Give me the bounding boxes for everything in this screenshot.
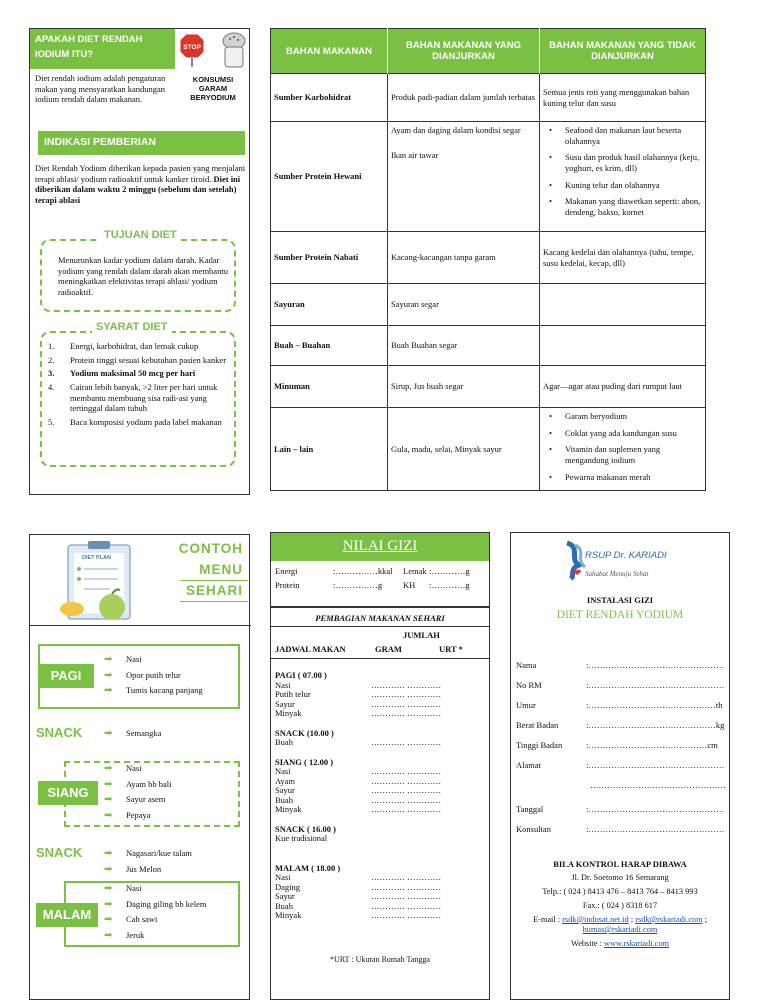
field-row: ………………………………………… (590, 780, 726, 790)
arrow-right-icon: ➡ (104, 794, 113, 805)
svg-text:STOP: STOP (183, 44, 201, 51)
menu-title-3: SEHARI (185, 583, 243, 598)
meal-label-siang: SIANG (38, 781, 98, 805)
requirements-list (48, 341, 228, 427)
requirement-item: 1. Energi, karbohidrat, dan lemak cukup (48, 341, 199, 351)
table-row: Sayuran Sayuran segar (271, 284, 706, 326)
meal-items-malam (104, 881, 207, 943)
arrow-right-icon: ➡ (104, 778, 113, 790)
heart-icon: ❤ (573, 568, 582, 579)
header-cell: BAHAN MAKANAN YANG DIANJURKAN (388, 29, 540, 74)
food-table (270, 28, 706, 491)
requirement-item: 2. Protein tinggi sesuai kebutuhan pasien kanker (48, 354, 227, 365)
table-row: Sumber Karbohidrat Produk padi-padian dalam jumlah terbatas Semua jenis roti yang menggunakan bahan kuning telur dan susu (271, 74, 706, 122)
menu-item: ➡ Nasi (104, 761, 172, 777)
email-line: E-mail : rsdk@indosat.net.id ; rsdk@rskariadi.com ; humas@rskariadi.com (533, 915, 707, 934)
menu-item: ➡ Daging giling bb kelem (104, 897, 207, 913)
intro-text: Diet rendah iodium adalah pengaturan makan yang mensyaratkan kandungan iodium rendah dalam makanan. (35, 73, 166, 105)
menu-title-underline (180, 601, 248, 602)
menu-item: ➡ Ayam bb bali (104, 777, 172, 793)
arrow-right-icon: ➡ (104, 898, 113, 910)
patient-fields (516, 660, 726, 844)
requirements-title: SYARAT DIET (92, 321, 172, 333)
menu-title-1: CONTOH (178, 541, 243, 556)
diet-title: DIET RENDAH YODIUM (556, 609, 684, 621)
email-link[interactable]: humas@rskariadi.com (582, 925, 658, 934)
menu-panel (29, 534, 250, 1000)
menu-title-2: MENU (199, 562, 243, 577)
distribution-rule (271, 626, 489, 627)
meal-items-pagi (104, 652, 203, 699)
menu-item: ➡ Opor putih telur (104, 668, 203, 684)
meal-schedule (275, 671, 485, 921)
table-row: Minuman Sirup, Jus buah segar Agar—agar atau puding dari rumput laut (271, 366, 706, 408)
meal-items-snack (104, 726, 161, 742)
goal-text: Menurunkan kadar yodium dalam darah. Kadar yodium yang rendah dalam darah akan membantu meningkatkan efektivitas terapi ablasi/ yodium radioaktif. (58, 255, 228, 297)
arrow-right-icon: ➡ (104, 848, 113, 859)
meal-label-pagi: PAGI (38, 664, 94, 688)
menu-item: ➡ Semangka (104, 726, 161, 742)
indication-bold: Diet ini diberikan dalam waktu 2 minggu (sebelum dan setelah) terapi ablasi (35, 173, 241, 205)
column-headers: JADWAL MAKAN GRAM URT * (275, 644, 463, 654)
menu-item: ➡ Jus Melon (104, 862, 192, 878)
email-link[interactable]: rsdk@rskariadi.com (635, 915, 703, 924)
contact-block: BILA KONTROL HARAP DIBAWA Jl. Dr. Soetomo 16 Semarang Telp.: ( 024 ) 8413 476 – 8413 764 – 8413 993 Fax.: ( 024 ) 8318 617 E-mail : rsdk@indosat.net.id ; rsdk@rskariadi.com ; humas@rskariadi.com Website : www.rskariadi.com (511, 857, 729, 951)
schedule-block: MALAM ( 18.00 ) Nasi ………… ………… Daging ………… ………… Sayur ………… ………… Buah ………… ………… Minyak ………… ………… (275, 862, 442, 920)
requirement-item: 3. Yodium maksimal 50 mcg per hari (48, 368, 196, 379)
arrow-right-icon: ➡ (104, 669, 113, 681)
field-row: Berat Badan :……………………………………… kg (516, 720, 725, 730)
menu-item: ➡ Sayur asem (104, 792, 172, 808)
table-row: Sumber Protein Nabati Kacang-kacangan tanpa garam Kacang kedelai dan olahannya (tahu, tempe, susu kedelai, kecap, dll) (271, 232, 706, 284)
footnote: *URT : Ukuran Rumah Tangga (330, 955, 430, 964)
diet-plan-clipboard-icon (50, 539, 150, 623)
menu-item: ➡ Nagasari/kue talam (104, 846, 192, 862)
salt-caption: KONSUMSI GARAM BERYODIUM (190, 75, 236, 102)
header-divider (30, 625, 251, 626)
field-row: Alamat :………………………………………… (516, 760, 725, 770)
schedule-block: SNACK ( 16.00 ) Kue tradisional (275, 823, 336, 843)
patient-card-panel (510, 532, 730, 1000)
field-row: Tinggi Badan :…………………………………… cm (516, 740, 718, 750)
distribution-rule (271, 658, 489, 659)
field-row: Tanggal :………………………………………… (516, 804, 725, 814)
nutrition-title: NILAI GIZI (271, 533, 489, 561)
menu-item: ➡ Jeruk (104, 928, 207, 944)
website-link[interactable]: www.rskariadi.com (604, 939, 669, 948)
field-row: Nama :………………………………………… (516, 660, 725, 670)
arrow-right-icon: ➡ (104, 685, 113, 696)
menu-item: ➡ Tumis kacang panjang (104, 683, 203, 699)
schedule-block: PAGI ( 07.00 ) Nasi ………… ………… Putih telur ………… ………… Sayur ………… ………… Minyak ………… ………… (275, 670, 442, 718)
header-cell: BAHAN MAKANAN (271, 29, 388, 74)
table-row: Buah – Buahan Buah Buahan segar (271, 326, 706, 366)
arrow-right-icon: ➡ (104, 929, 113, 941)
table-row: Sumber Protein Hewani Ayam dan daging dalam kondisi segar Ikan air tawar • Seafood dan makanan laut beserta olahannya • Susu dan produk hasil olahannya (keju, yoghurt, es krim, dll) • Kuning telur dan olahannya • Makanan yang diawetkan seperti: abon, dendeng, bakso, kornet (271, 122, 706, 232)
nutrition-values: Energi :……………kkal Lemak :…………g Protein :……………g KH :…………g (275, 566, 470, 590)
menu-item: ➡ Nasi (104, 881, 207, 897)
schedule-block: SIANG ( 12.00 ) Nasi ………… ………… Ayam ………… ………… Sayur ………… ………… Buah ………… ………… Minyak ………… ………… (275, 756, 442, 814)
meal-label-snack: SNACK (36, 845, 83, 860)
meal-items-snack (104, 846, 192, 877)
arrow-right-icon: ➡ (104, 914, 113, 925)
goal-title: TUJUAN DIET (100, 229, 181, 241)
field-row: No RM :………………………………………… (516, 680, 725, 690)
requirement-item: 5. Baca komposisi yodium pada label makanan (48, 416, 222, 427)
indication-title: INDIKASI PEMBERIAN (38, 131, 245, 155)
field-row: Konsultan :………………………………………… (516, 824, 725, 834)
hospital-tagline: Sahabat Menuju Sehat (585, 570, 649, 578)
info-panel (29, 28, 250, 495)
food-table-panel (270, 28, 706, 491)
stop-sign-icon (178, 32, 218, 68)
email-link[interactable]: rsdk@indosat.net.id (562, 915, 629, 924)
nutrition-panel (270, 532, 490, 1000)
distribution-rule (271, 606, 489, 608)
menu-item: ➡ Pepaya (104, 808, 172, 824)
indication-text: Diet Rendah Yodium diberikan kepada pasien yang menjalani terapi ablasi/ yodium radioaktif untuk kanker tiroid. Diet ini diberikan dalam waktu 2 minggu (sebelum dan setelah) terapi ablasi (35, 163, 246, 205)
salt-shaker-icon (220, 31, 248, 69)
distribution-title: PEMBAGIAN MAKANAN SEHARI (315, 613, 445, 623)
arrow-right-icon: ➡ (104, 728, 113, 739)
table-row: Lain – lain Gula, madu, selai, Minyak sayur • Garam beryodium • Coklat yang ada kandungan susu • Vitamin dan suplemen yang mengandung iodium • Pewarna makanan merah (271, 408, 706, 491)
panel-title: APAKAH DIET RENDAH IODIUM ITU? (30, 29, 175, 69)
clipboard-label: DIET PLAN (82, 555, 112, 561)
requirement-item: 4. Cairan lebih banyak, >2 liter per hari untuk membantu membuang sisa radi-asi yang tertinggal dalam tubuh (48, 381, 218, 414)
meal-label-snack: SNACK (36, 725, 83, 740)
arrow-right-icon: ➡ (104, 863, 113, 875)
department-title: INSTALASI GIZI (586, 595, 654, 605)
hospital-name: RSUP Dr. KARIADI (585, 550, 667, 561)
menu-title-underline (180, 580, 248, 581)
arrow-right-icon: ➡ (104, 654, 113, 665)
schedule-block: SNACK (10.00 ) Buah ………… ………… (275, 727, 442, 747)
arrow-right-icon: ➡ (104, 763, 113, 774)
menu-item: ➡ Nasi (104, 652, 203, 668)
field-row: Umur :……………………………………… th (516, 700, 723, 710)
menu-item: ➡ Cah sawi (104, 912, 207, 928)
arrow-right-icon: ➡ (104, 883, 113, 894)
meal-items-siang (104, 761, 172, 823)
jumlah-label: JUMLAH (403, 630, 440, 640)
meal-label-malam: MALAM (36, 903, 98, 927)
arrow-right-icon: ➡ (104, 809, 113, 821)
header-cell: BAHAN MAKANAN YANG TIDAK DIANJURKAN (540, 29, 706, 74)
